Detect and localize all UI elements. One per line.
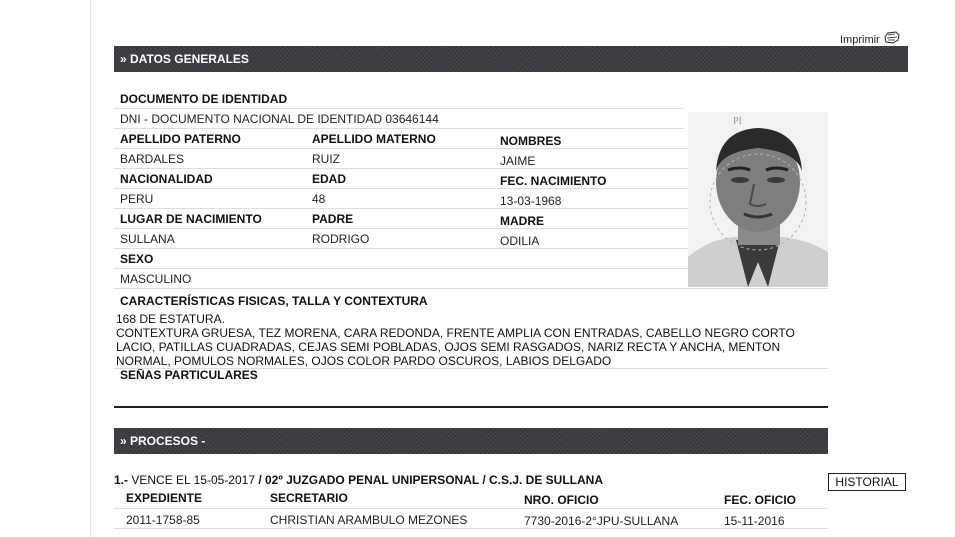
page-edge-line — [90, 0, 91, 537]
nacionalidad-value-row — [114, 188, 688, 209]
documento-label: DOCUMENTO DE IDENTIDAD — [120, 92, 288, 106]
sexo-label-row — [114, 248, 688, 269]
nacionalidad-label-row — [114, 168, 688, 189]
caracteristicas-line: 168 DE ESTATURA. — [116, 312, 225, 326]
padre-value: RODRIGO — [312, 232, 370, 246]
apellidos-value-row — [114, 148, 688, 169]
apellido-paterno-label: APELLIDO PATERNO — [120, 132, 241, 146]
lugar-nacimiento-value: SULLANA — [120, 232, 175, 246]
senas-label: SEÑAS PARTICULARES — [120, 368, 258, 382]
section-header-procesos: » PROCESOS - — [114, 428, 828, 454]
section-header-datos-generales: » DATOS GENERALES — [114, 46, 908, 72]
madre-label: MADRE — [500, 214, 544, 228]
person-photo — [688, 112, 828, 287]
proceso-juzgado: / 02º JUZGADO PENAL UNIPERSONAL / C.S.J. DE SULLANA — [258, 473, 604, 487]
proceso-index: 1.- — [114, 473, 129, 487]
nombres-value: JAIME — [500, 154, 536, 168]
caracteristicas-label-row — [114, 288, 828, 308]
caracteristicas-line: LACIO, PATILLAS CUADRADAS, CEJAS SEMI POBLADAS, OJOS SEMI RASGADOS, NARIZ RECTA Y ANCHA, MENTON — [116, 340, 781, 354]
secretario-label: SECRETARIO — [270, 491, 348, 505]
caracteristicas-label: CARACTERÍSTICAS FISICAS, TALLA Y CONTEXTURA — [120, 294, 428, 308]
nacionalidad-value: PERU — [120, 192, 154, 206]
desc-divider — [114, 368, 828, 369]
documento-label-row — [114, 88, 684, 109]
sexo-label: SEXO — [120, 252, 154, 266]
apellido-materno-label: APELLIDO MATERNO — [312, 132, 436, 146]
documento-value-row — [114, 108, 684, 129]
nacionalidad-label: NACIONALIDAD — [120, 172, 213, 186]
proceso-vence: VENCE EL 15-05-2017 — [131, 473, 255, 487]
fec-oficio-label: FEC. OFICIO — [724, 493, 796, 507]
proceso-details — [114, 488, 828, 532]
caracteristicas-line: CONTEXTURA GRUESA, TEZ MORENA, CARA REDONDA, FRENTE AMPLIA CON ENTRADAS, CABELLO NEGRO CORTO — [116, 326, 795, 340]
nro-oficio-value: 7730-2016-2°JPU-SULLANA — [524, 514, 679, 528]
proceso-title — [114, 473, 603, 487]
section-divider — [114, 406, 828, 408]
padre-label: PADRE — [312, 212, 354, 226]
fec-nacimiento-value: 13-03-1968 — [500, 194, 562, 208]
lugar-nacimiento-label: LUGAR DE NACIMIENTO — [120, 212, 262, 226]
svg-text:PI: PI — [733, 116, 742, 127]
expediente-label: EXPEDIENTE — [126, 491, 203, 505]
madre-value: ODILIA — [500, 234, 540, 248]
fec-oficio-value: 15-11-2016 — [724, 514, 785, 528]
nro-oficio-label: NRO. OFICIO — [524, 493, 599, 507]
apellido-materno-value: RUIZ — [312, 152, 340, 166]
print-label: Imprimir — [840, 33, 880, 46]
edad-label: EDAD — [312, 172, 347, 186]
lugar-label-row — [114, 208, 688, 229]
caracteristicas-value — [116, 312, 816, 368]
apellido-paterno-value: BARDALES — [120, 152, 185, 166]
apellidos-label-row — [114, 128, 688, 149]
nombres-label: NOMBRES — [500, 134, 562, 148]
caracteristicas-line: NORMAL, POMULOS NORMALES, OJOS COLOR PARDO OSCUROS, LABIOS DELGADO — [116, 354, 612, 368]
proceso-label-row — [114, 488, 828, 509]
secretario-value: CHRISTIAN ARAMBULO MEZONES — [270, 513, 468, 527]
proceso-value-row — [114, 508, 828, 529]
historial-button[interactable]: HISTORIAL — [828, 473, 906, 491]
lugar-value-row — [114, 228, 688, 249]
edad-value: 48 — [312, 192, 326, 206]
sexo-value: MASCULINO — [120, 272, 192, 286]
expediente-value: 2011-1758-85 — [126, 513, 200, 527]
fec-nacimiento-label: FEC. NACIMIENTO — [500, 174, 607, 188]
documento-value: DNI - DOCUMENTO NACIONAL DE IDENTIDAD 03646144 — [120, 112, 439, 126]
